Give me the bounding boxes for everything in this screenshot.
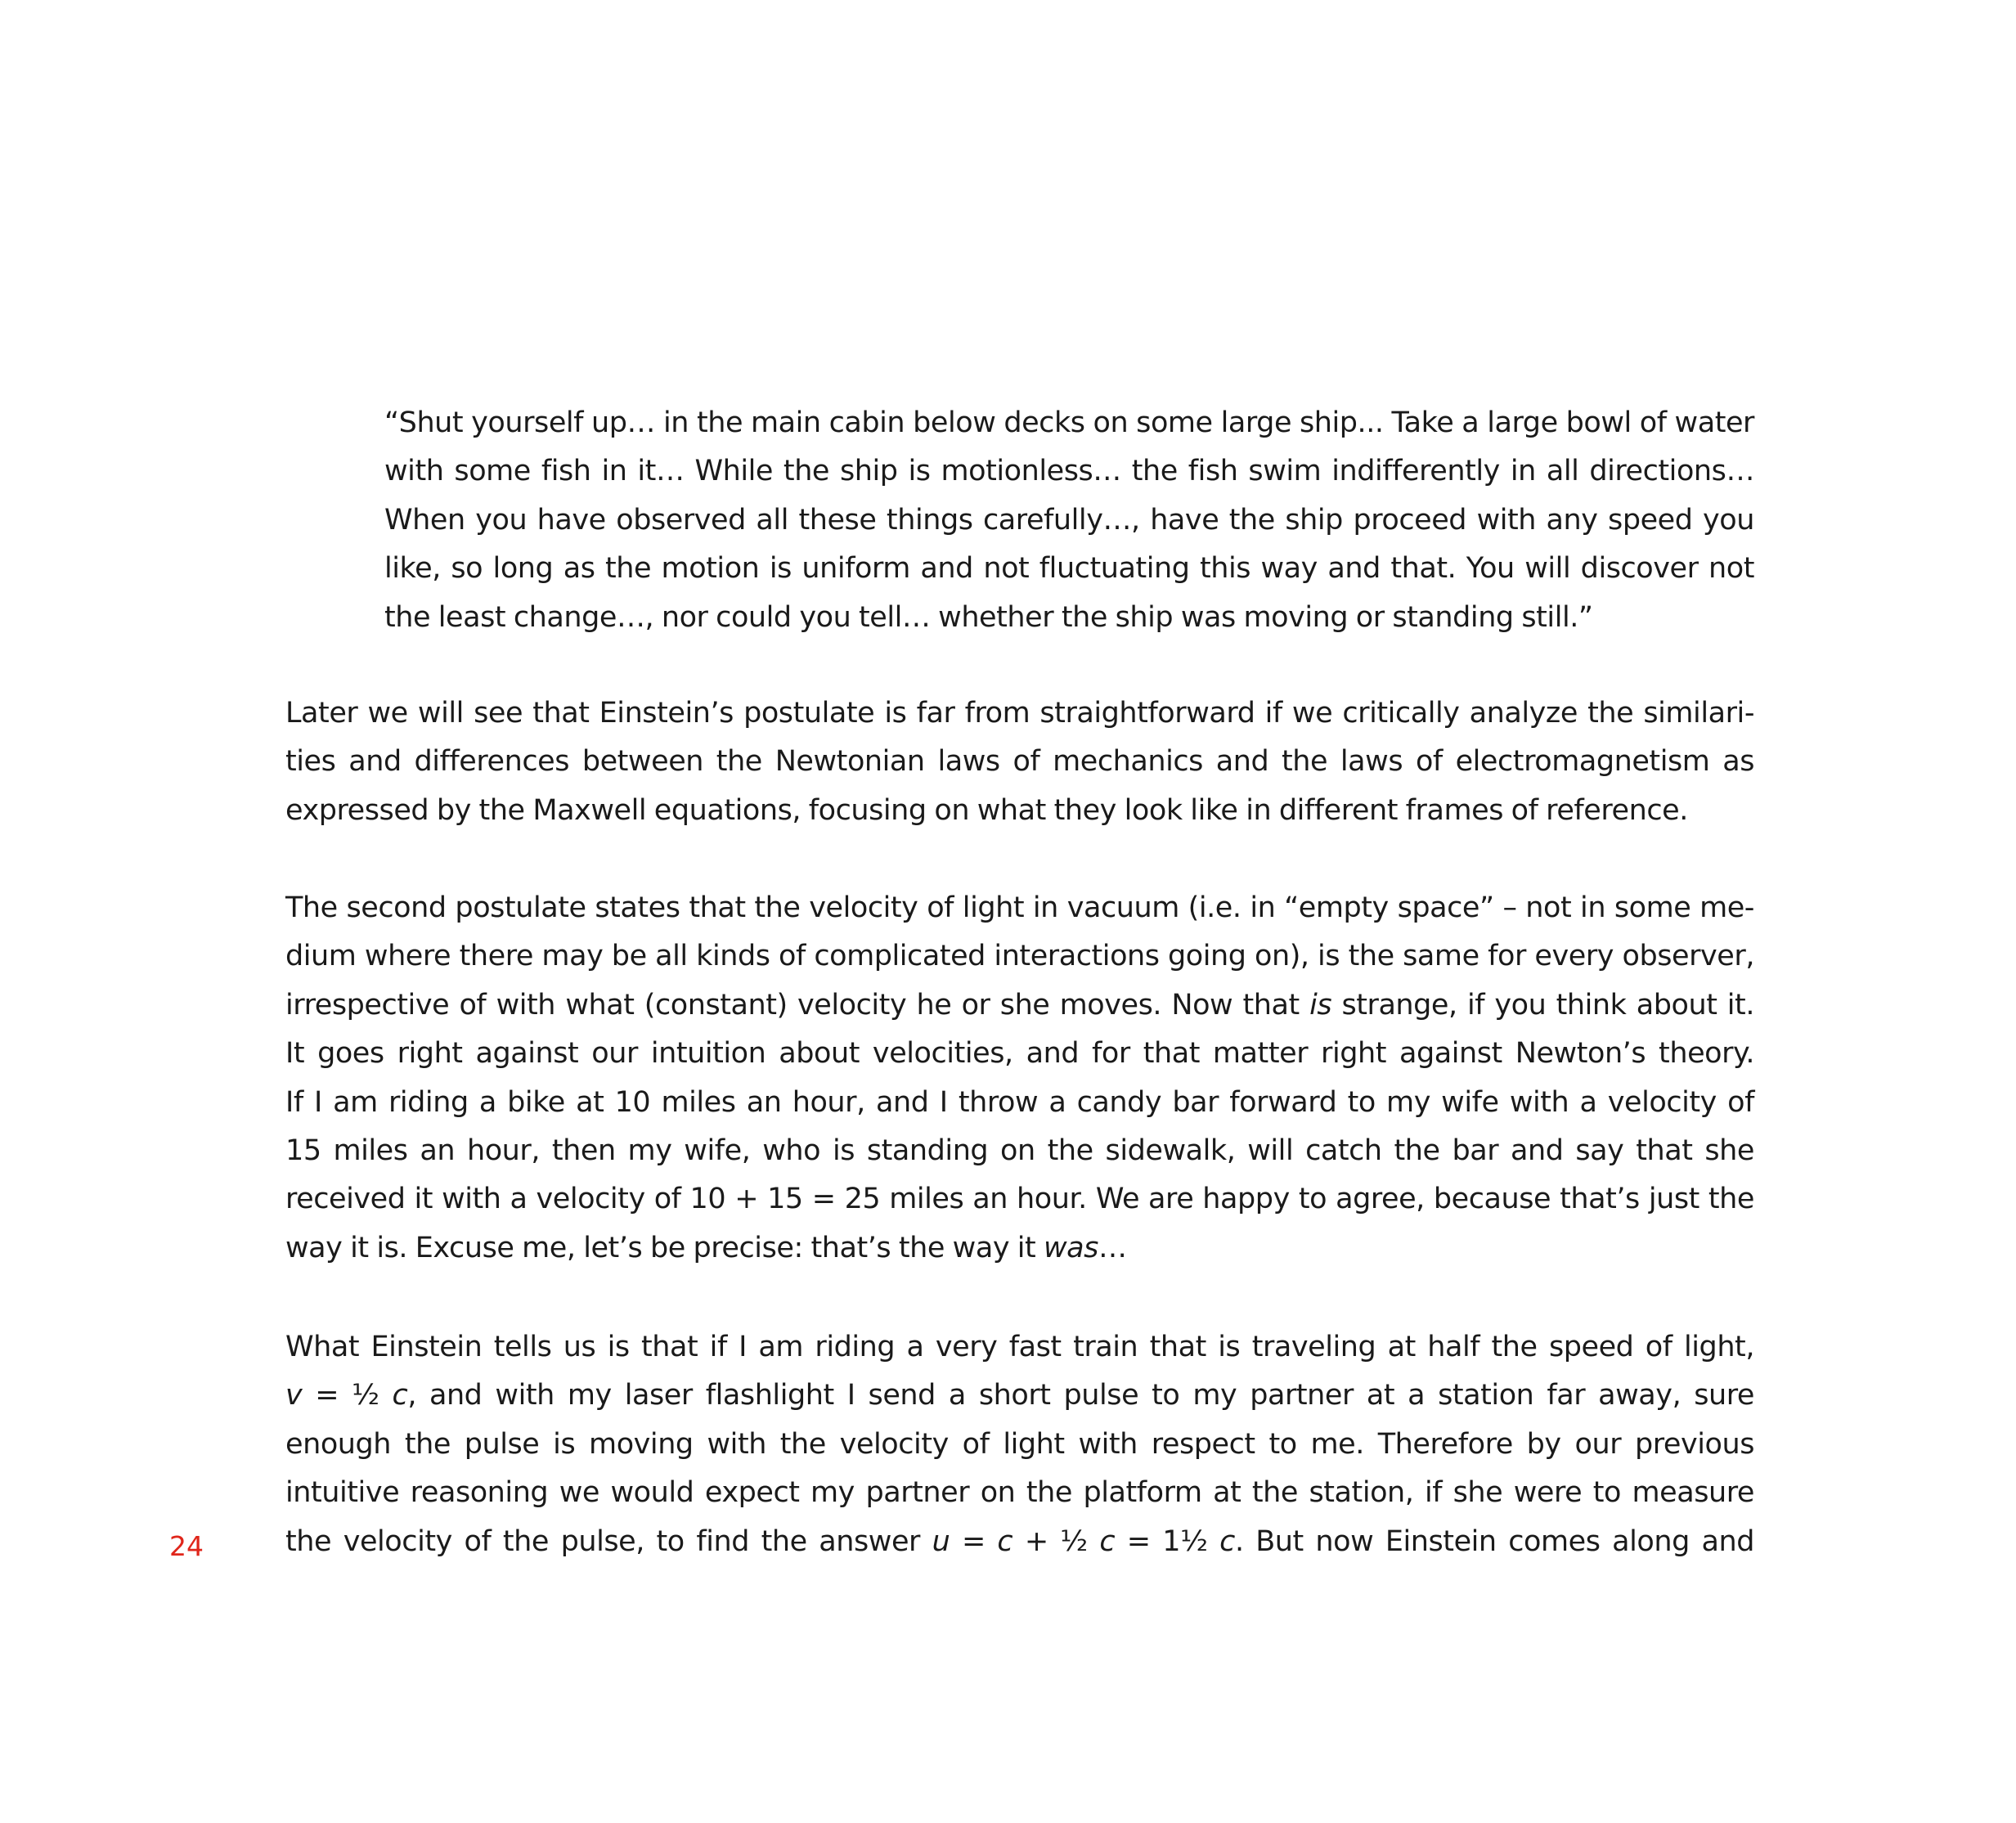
quote-line: the least change…, nor could you tell… whether the ship was moving or standing still.” [384, 600, 1593, 634]
paragraph-line: Later we will see that Einstein’s postulate is far from straightforward if we critically analyze the similari- [285, 697, 1754, 730]
paragraph-line: The second postulate states that the velocity of light in vacuum (i.e. in “empty space” – not in some me- [285, 891, 1754, 924]
italic-text: c [1099, 1524, 1116, 1558]
paragraph-line [285, 1372, 1754, 1420]
italic-text: is [1309, 988, 1332, 1022]
paragraph-einstein-postulate [285, 689, 1754, 835]
paragraph-line: It goes right against our intuition about velocities, and for that matter right against Newton’s theory. [285, 1037, 1754, 1071]
text-run: way it is. Excuse me, let’s be precise: that’s the way it [285, 1231, 1044, 1264]
text-run: = [950, 1524, 998, 1558]
italic-text: was [1043, 1231, 1098, 1264]
galileo-quote [384, 399, 1754, 642]
paragraph-line: If I am riding a bike at 10 miles an hour, and I throw a candy bar forward to my wife with a velocity of [285, 1085, 1754, 1119]
text-run: … [1098, 1231, 1127, 1264]
quote-line: like, so long as the motion is uniform and not fluctuating this way and that. You will discover not [384, 552, 1754, 586]
paragraph-line: 15 miles an hour, then my wife, who is standing on the sidewalk, will catch the bar and say that she [285, 1134, 1754, 1167]
italic-text: v [285, 1379, 303, 1412]
page-number: 24 [169, 1530, 204, 1562]
italic-text: c [1219, 1524, 1235, 1558]
quote-line: “Shut yourself up… in the main cabin below decks on some large ship... Take a large bowl of water [384, 406, 1754, 439]
italic-text: c [392, 1379, 408, 1412]
paragraph-second-postulate [285, 884, 1754, 1273]
text-run: = ½ [302, 1379, 393, 1412]
text-run: . But now Einstein comes along and [1234, 1524, 1754, 1558]
quote-line: with some fish in it… While the ship is motionless… the fish swim indifferently in all directions… [384, 455, 1754, 488]
paragraph-line: What Einstein tells us is that if I am riding a very fast train that is traveling at half the speed of light, [285, 1331, 1754, 1363]
paragraph-line: intuitive reasoning we would expect my partner on the platform at the station, if she were to measure [285, 1476, 1754, 1510]
paragraph-line [285, 981, 1754, 1030]
paragraph-fast-train [285, 1323, 1754, 1566]
paragraph-line: dium where there may be all kinds of complicated interactions going on), is the same for every observer, [285, 940, 1754, 973]
text-run: irrespective of with what (constant) velocity he or she moves. Now that [285, 988, 1310, 1022]
paragraph-line: enough the pulse is moving with the velocity of light with respect to me. Therefore by our previous [285, 1427, 1754, 1461]
text-run: , and with my laser flashlight I send a short pulse to my partner at a station far away, sure [407, 1379, 1754, 1412]
text-run: strange, if you think about it. [1331, 988, 1755, 1022]
italic-text: c [997, 1524, 1013, 1558]
text-run: = 1½ [1115, 1524, 1220, 1558]
paragraph-line [285, 1224, 1754, 1273]
paragraph-line: ties and differences between the Newtonian laws of mechanics and the laws of electromagnetism as [285, 745, 1754, 779]
paragraph-line: received it with a velocity of 10 + 15 = 25 miles an hour. We are happy to agree, because that’s just the [285, 1183, 1754, 1216]
text-run: + ½ [1012, 1524, 1100, 1558]
paragraph-line: expressed by the Maxwell equations, focusing on what they look like in different frames of reference. [285, 793, 1688, 827]
italic-text: u [932, 1524, 950, 1558]
paragraph-line [285, 1518, 1754, 1566]
quote-line: When you have observed all these things carefully…, have the ship proceed with any speed you [384, 503, 1754, 537]
text-run: the velocity of the pulse, to find the answer [285, 1524, 932, 1558]
